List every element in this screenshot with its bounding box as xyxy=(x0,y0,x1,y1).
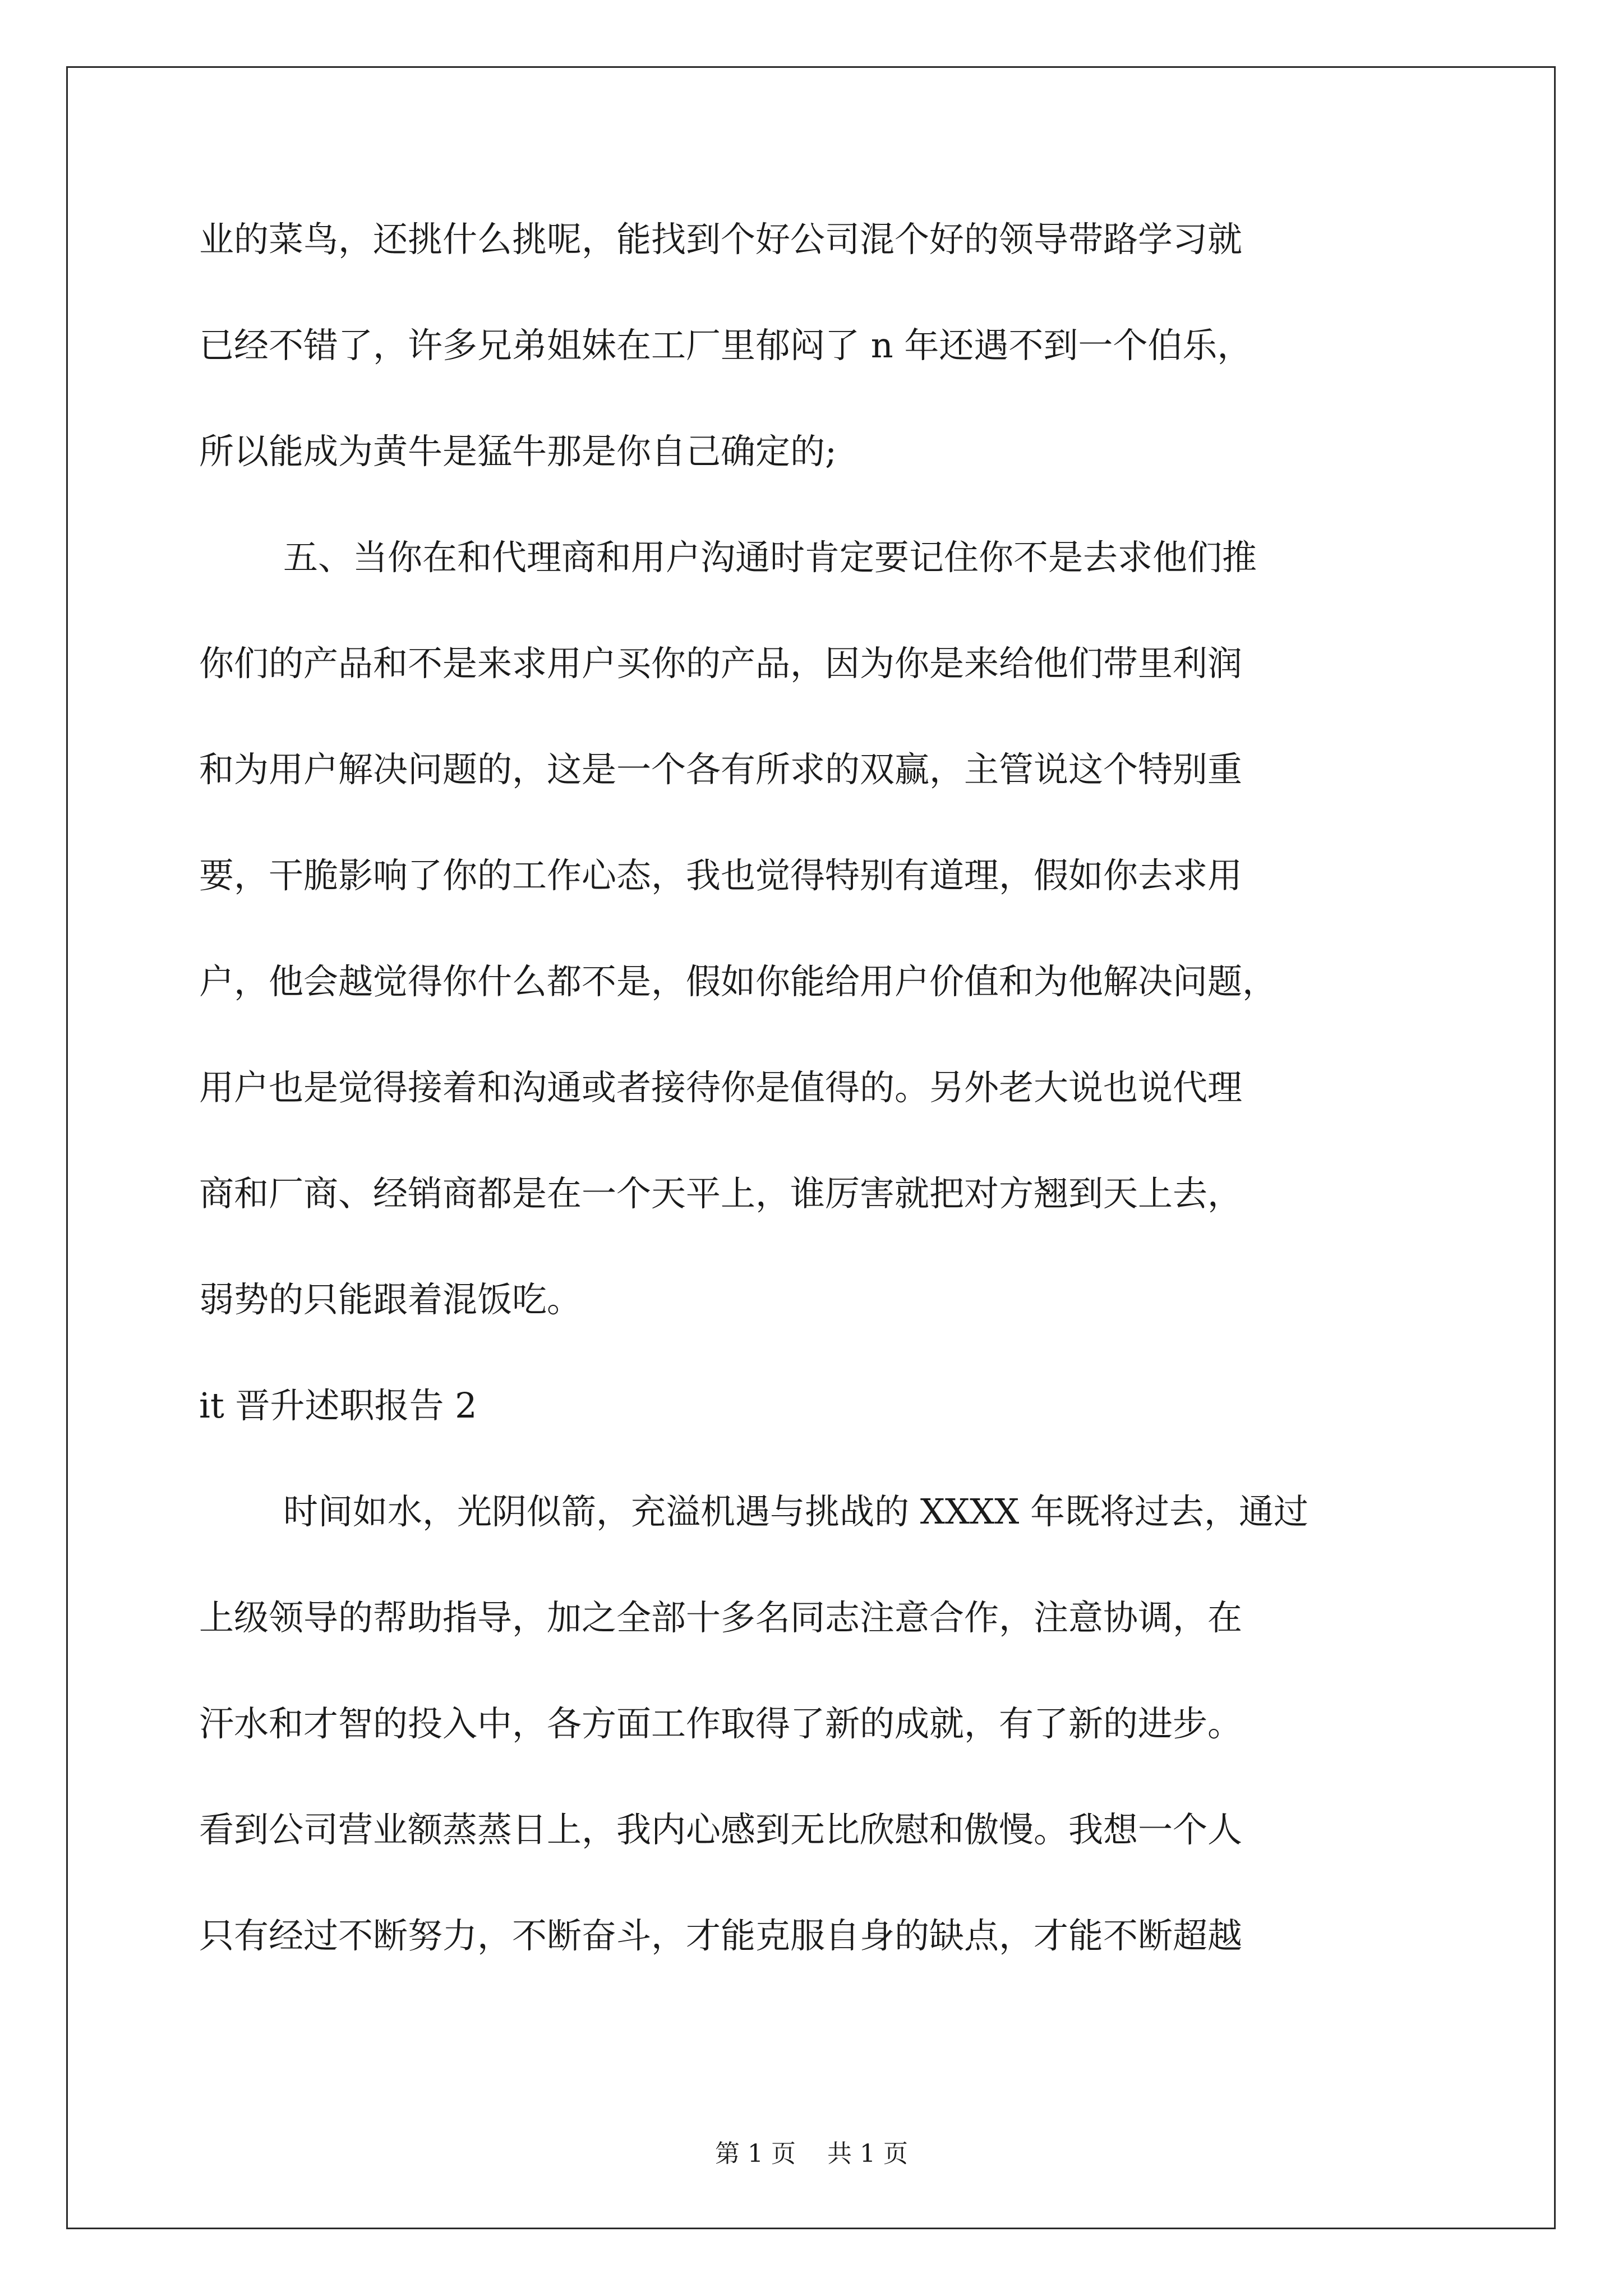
text-line: 要，干脆影响了你的工作心态，我也觉得特别有道理，假如你去求用 xyxy=(199,855,1243,896)
page-number: 第 1 页 xyxy=(715,2139,796,2168)
text-line: 和为用户解决问题的，这是一个各有所求的双赢，主管说这个特别重 xyxy=(199,749,1243,790)
text-line: 看到公司营业额蒸蒸日上，我内心感到无比欣慰和傲慢。我想一个人 xyxy=(199,1809,1243,1850)
document-body xyxy=(199,213,1427,2016)
text-line: 弱势的只能跟着混饭吃。 xyxy=(199,1279,582,1320)
paragraph-start-line: 时间如水，光阴似箭，充溢机遇与挑战的 XXXX 年既将过去，通过 xyxy=(283,1491,1308,1532)
paragraph-start-line: 五、当你在和代理商和用户沟通时肯定要记住你不是去求他们推 xyxy=(283,537,1257,578)
text-line: 户，他会越觉得你什么都不是，假如你能给用户价值和为他解决问题， xyxy=(199,961,1278,1002)
text-line: 业的菜鸟，还挑什么挑呢，能找到个好公司混个好的领导带路学习就 xyxy=(199,219,1243,260)
text-line: 汗水和才智的投入中，各方面工作取得了新的成就，有了新的进步。 xyxy=(199,1703,1243,1744)
section-heading: it 晋升述职报告 2 xyxy=(199,1385,477,1426)
text-line: 上级领导的帮助指导，加之全部十多名同志注意合作，注意协调，在 xyxy=(199,1597,1243,1638)
text-line: 你们的产品和不是来求用户买你的产品，因为你是来给他们带里利润 xyxy=(199,643,1243,684)
text-line: 所以能成为黄牛是猛牛那是你自己确定的; xyxy=(199,431,837,472)
text-line: 已经不错了，许多兄弟姐妹在工厂里郁闷了 n 年还遇不到一个伯乐， xyxy=(199,325,1252,366)
text-line: 商和厂商、经销商都是在一个天平上，谁厉害就把对方翘到天上去， xyxy=(199,1173,1243,1214)
text-line: 只有经过不断努力，不断奋斗，才能克服自身的缺点，才能不断超越 xyxy=(199,1915,1243,1956)
page-footer xyxy=(0,2138,1623,2170)
page-total: 共 1 页 xyxy=(827,2139,908,2168)
text-line: 用户也是觉得接着和沟通或者接待你是值得的。另外老大说也说代理 xyxy=(199,1067,1243,1108)
